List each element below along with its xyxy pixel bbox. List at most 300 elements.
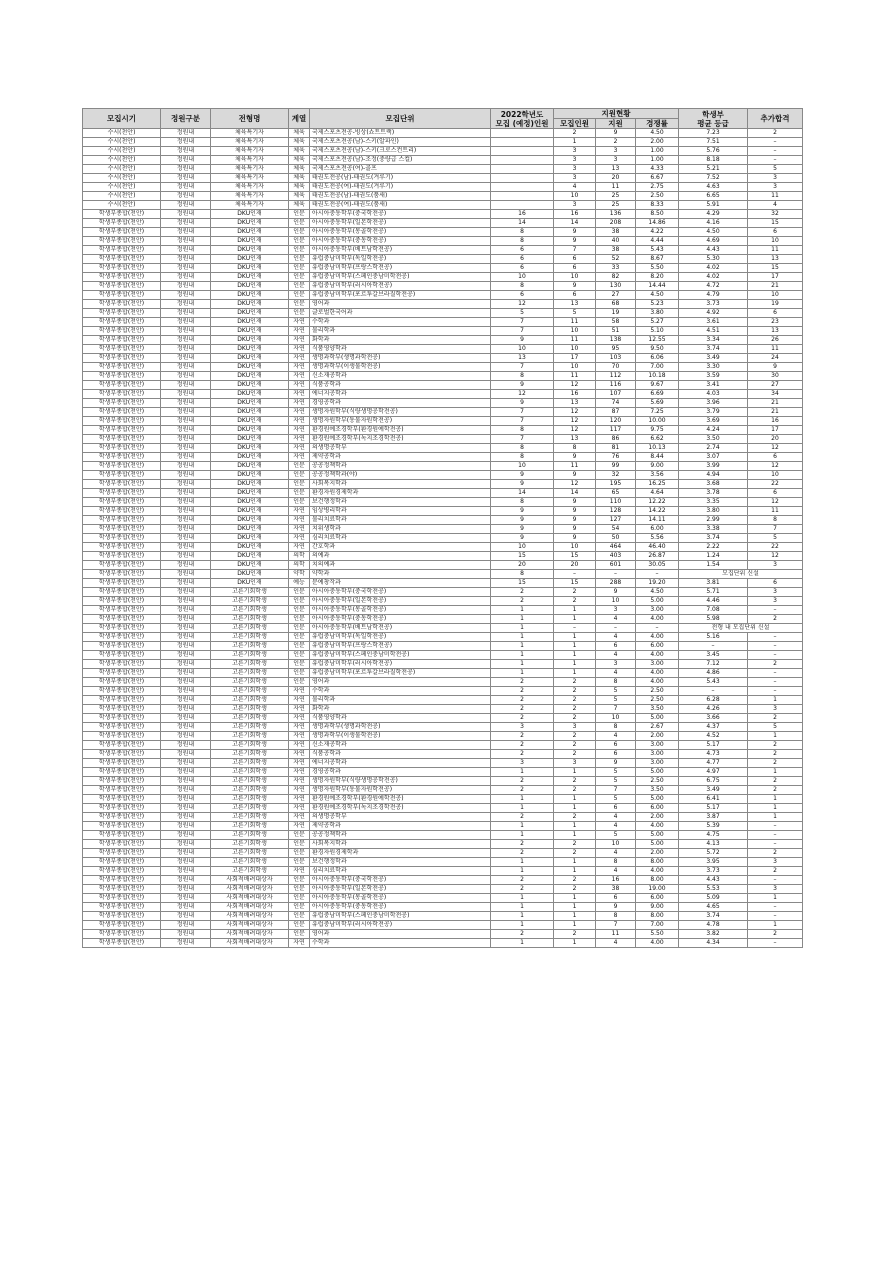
cell-grade: 5.43 [679,678,748,687]
cell-ratio: 3.80 [636,309,679,318]
cell-quota: 정원내 [161,822,211,831]
table-row [83,147,803,156]
table-row [83,813,803,822]
cell-grade: 7.23 [679,129,748,138]
cell-ratio: – [636,624,679,633]
cell-grade: 7.51 [679,138,748,147]
cell-type: DKU인재 [211,318,289,327]
cell-plan: 2 [491,732,554,741]
cell-extra: – [748,903,803,912]
cell-type: DKU인재 [211,453,289,462]
cell-grade: 3.35 [679,498,748,507]
cell-recruit: 1 [554,615,596,624]
cell-unit: 생명자원학부(식량생명공학전공) [310,408,491,417]
cell-field: 자연 [289,543,310,552]
cell-field: 인문 [289,273,310,282]
cell-grade: 2.99 [679,516,748,525]
table-row [83,246,803,255]
cell-type: DKU인재 [211,381,289,390]
cell-quota: 정원내 [161,462,211,471]
cell-field: 인문 [289,597,310,606]
cell-quota: 정원내 [161,921,211,930]
cell-ratio: 6.06 [636,354,679,363]
cell-unit: 치위생학과 [310,525,491,534]
cell-recruit: 1 [554,660,596,669]
cell-type: DKU인재 [211,399,289,408]
cell-grade: 3.41 [679,381,748,390]
cell-quota: 정원내 [161,714,211,723]
cell-field: 자연 [289,381,310,390]
cell-extra: 2 [748,759,803,768]
cell-ratio: 19.20 [636,579,679,588]
cell-period: 학생부종합(천안) [83,291,161,300]
cell-field: 자연 [289,534,310,543]
cell-recruit: 14 [554,219,596,228]
cell-unit: 환경원예조경학부(환경원예학전공) [310,795,491,804]
cell-ratio: 2.75 [636,183,679,192]
cell-quota: 정원내 [161,885,211,894]
cell-unit: 아시아중동학부(중동학전공) [310,237,491,246]
cell-period: 학생부종합(천안) [83,705,161,714]
cell-quota: 정원내 [161,300,211,309]
cell-type: DKU인재 [211,219,289,228]
cell-period: 수시(천안) [83,147,161,156]
cell-period: 학생부종합(천안) [83,624,161,633]
table-row [83,282,803,291]
cell-grade: 3.73 [679,867,748,876]
cell-ratio: 2.50 [636,192,679,201]
cell-unit: 아시아중동학부(중국학전공) [310,588,491,597]
cell-type: DKU인재 [211,345,289,354]
cell-plan: 9 [491,381,554,390]
cell-grade: 전형 내 모집단위 신설 [679,624,803,633]
cell-unit: 신소재공학과 [310,741,491,750]
cell-applicants: 27 [596,291,636,300]
cell-period: 학생부종합(천안) [83,318,161,327]
cell-plan: 8 [491,282,554,291]
cell-quota: 정원내 [161,255,211,264]
cell-applicants: 403 [596,552,636,561]
cell-applicants: 5 [596,777,636,786]
cell-period: 수시(천안) [83,138,161,147]
cell-unit: 경영공학과 [310,399,491,408]
table-row [83,660,803,669]
cell-quota: 정원내 [161,246,211,255]
cell-ratio: 30.05 [636,561,679,570]
cell-plan: 1 [491,795,554,804]
table-row [83,588,803,597]
cell-applicants: 4 [596,669,636,678]
cell-quota: 정원내 [161,912,211,921]
cell-extra: 22 [748,543,803,552]
cell-quota: 정원내 [161,426,211,435]
cell-applicants: 50 [596,534,636,543]
table-row [83,579,803,588]
table-row [83,381,803,390]
cell-ratio: 3.56 [636,471,679,480]
cell-ratio: 2.00 [636,138,679,147]
cell-recruit: 2 [554,732,596,741]
cell-plan: 6 [491,264,554,273]
cell-quota: 정원내 [161,327,211,336]
cell-recruit: 2 [554,876,596,885]
cell-ratio: 2.50 [636,777,679,786]
cell-quota: 정원내 [161,471,211,480]
cell-plan: 7 [491,327,554,336]
cell-quota: 정원내 [161,165,211,174]
table-row [83,759,803,768]
cell-plan: 6 [491,255,554,264]
table-row [83,822,803,831]
cell-recruit: 1 [554,651,596,660]
cell-extra: 1 [748,795,803,804]
cell-unit: 의예과 [310,552,491,561]
cell-extra: 19 [748,300,803,309]
table-row [83,912,803,921]
cell-quota: 정원내 [161,552,211,561]
table-row [83,336,803,345]
cell-recruit: 10 [554,327,596,336]
cell-recruit: 16 [554,210,596,219]
table-row [83,480,803,489]
cell-quota: 정원내 [161,273,211,282]
cell-applicants: – [596,570,636,579]
cell-recruit: 2 [554,930,596,939]
cell-extra: 3 [748,561,803,570]
cell-field: 인문 [289,651,310,660]
cell-applicants: 10 [596,597,636,606]
cell-extra: 12 [748,552,803,561]
cell-grade: 3.74 [679,345,748,354]
cell-extra: 11 [748,246,803,255]
cell-extra: 1 [748,696,803,705]
cell-type: 고른기회학생 [211,597,289,606]
cell-quota: 정원내 [161,399,211,408]
cell-quota: 정원내 [161,156,211,165]
cell-unit: 약학과 [310,570,491,579]
cell-plan [491,201,554,210]
cell-applicants: 4 [596,813,636,822]
cell-period: 학생부종합(천안) [83,345,161,354]
table-row [83,219,803,228]
table-row [83,678,803,687]
cell-unit: 물리치료학과 [310,516,491,525]
cell-period: 학생부종합(천안) [83,651,161,660]
cell-plan [491,192,554,201]
cell-applicants: 65 [596,489,636,498]
cell-plan: 10 [491,462,554,471]
table-row [83,453,803,462]
cell-quota: 정원내 [161,903,211,912]
cell-applicants: 116 [596,381,636,390]
cell-ratio: 4.00 [636,678,679,687]
cell-grade: 3.45 [679,651,748,660]
cell-plan: 1 [491,912,554,921]
table-row [83,489,803,498]
cell-recruit: 1 [554,858,596,867]
cell-applicants: 8 [596,912,636,921]
cell-plan: 1 [491,894,554,903]
cell-quota: 정원내 [161,768,211,777]
table-row [83,930,803,939]
cell-grade: 3.80 [679,507,748,516]
cell-applicants: 6 [596,741,636,750]
cell-extra: 34 [748,390,803,399]
cell-type: DKU인재 [211,354,289,363]
cell-field: 체육 [289,201,310,210]
cell-plan: 2 [491,849,554,858]
cell-plan: 1 [491,921,554,930]
cell-plan: 2 [491,777,554,786]
cell-plan: 3 [491,759,554,768]
cell-applicants: – [596,624,636,633]
cell-period: 학생부종합(천안) [83,660,161,669]
cell-plan: 20 [491,561,554,570]
cell-field: 의학 [289,552,310,561]
table-row [83,552,803,561]
cell-ratio: 5.50 [636,930,679,939]
cell-quota: 정원내 [161,939,211,948]
cell-recruit: 1 [554,138,596,147]
cell-extra: 15 [748,219,803,228]
table-row [83,372,803,381]
cell-grade: 8.18 [679,156,748,165]
cell-extra: – [748,156,803,165]
cell-type: DKU인재 [211,390,289,399]
cell-ratio: 7.00 [636,921,679,930]
cell-unit: 유럽중남미학부(포르투갈브라질학전공) [310,669,491,678]
cell-plan: 3 [491,723,554,732]
cell-plan: 2 [491,588,554,597]
cell-extra: 12 [748,498,803,507]
cell-quota: 정원내 [161,615,211,624]
cell-unit: 환경원예조경학부(환경원예학전공) [310,426,491,435]
cell-extra: 10 [748,237,803,246]
cell-quota: 정원내 [161,570,211,579]
cell-applicants: 38 [596,228,636,237]
table-row [83,129,803,138]
cell-plan: 2 [491,930,554,939]
cell-applicants: 10 [596,840,636,849]
cell-plan: 16 [491,210,554,219]
table-row [83,885,803,894]
cell-field: 자연 [289,435,310,444]
table-row [83,462,803,471]
cell-grade: 3.79 [679,408,748,417]
cell-field: 인문 [289,660,310,669]
cell-ratio: 3.50 [636,705,679,714]
cell-quota: 정원내 [161,237,211,246]
cell-plan: 8 [491,228,554,237]
cell-quota: 정원내 [161,489,211,498]
table-row [83,165,803,174]
cell-period: 학생부종합(천안) [83,615,161,624]
cell-field: 자연 [289,516,310,525]
cell-type: DKU인재 [211,426,289,435]
cell-grade: 6.28 [679,696,748,705]
cell-plan: 9 [491,516,554,525]
cell-field: 인문 [289,633,310,642]
cell-extra: 5 [748,165,803,174]
cell-grade: 5.30 [679,255,748,264]
cell-unit: 식품공학과 [310,750,491,759]
cell-ratio: 5.00 [636,795,679,804]
cell-unit: 국제스포츠전공(남)-스키(알파인) [310,138,491,147]
cell-field: 자연 [289,786,310,795]
cell-quota: 정원내 [161,606,211,615]
cell-grade: 6.65 [679,192,748,201]
cell-field: 인문 [289,219,310,228]
cell-quota: 정원내 [161,813,211,822]
cell-period: 학생부종합(천안) [83,552,161,561]
table-row [83,804,803,813]
cell-quota: 정원내 [161,732,211,741]
cell-unit: 유럽중남미학부(러시아학전공) [310,282,491,291]
cell-field: 자연 [289,318,310,327]
cell-ratio: 10.13 [636,444,679,453]
cell-period: 학생부종합(천안) [83,885,161,894]
cell-ratio: 8.00 [636,858,679,867]
table-row [83,273,803,282]
cell-field: 자연 [289,795,310,804]
cell-field: 자연 [289,363,310,372]
cell-applicants: 9 [596,588,636,597]
cell-applicants: 32 [596,471,636,480]
cell-quota: 정원내 [161,624,211,633]
cell-type: 고른기회학생 [211,849,289,858]
cell-unit: 아시아중동학부(중동학전공) [310,615,491,624]
cell-grade: 4.26 [679,705,748,714]
cell-plan: 1 [491,768,554,777]
table-row [83,849,803,858]
cell-field: 자연 [289,696,310,705]
cell-recruit: 10 [554,192,596,201]
cell-applicants: 25 [596,192,636,201]
cell-recruit: 7 [554,246,596,255]
cell-plan: 7 [491,435,554,444]
cell-applicants: 3 [596,147,636,156]
cell-unit: 공공정책학과(야) [310,471,491,480]
cell-unit: 태권도전공(남)-태권도(품새) [310,192,491,201]
cell-extra: 1 [748,813,803,822]
cell-applicants: 117 [596,426,636,435]
cell-plan: 14 [491,489,554,498]
cell-grade: 7.12 [679,660,748,669]
cell-ratio: 3.00 [636,606,679,615]
cell-period: 학생부종합(천안) [83,894,161,903]
cell-extra: 6 [748,579,803,588]
cell-ratio: 4.50 [636,291,679,300]
cell-recruit: 12 [554,381,596,390]
cell-recruit: 9 [554,282,596,291]
cell-extra: 6 [748,453,803,462]
cell-ratio: 8.44 [636,453,679,462]
cell-applicants: 5 [596,768,636,777]
cell-field: 인문 [289,669,310,678]
cell-field: 자연 [289,327,310,336]
admission-results-sheet [82,108,802,948]
cell-ratio: 8.33 [636,201,679,210]
cell-ratio: 5.00 [636,831,679,840]
cell-ratio: 4.00 [636,867,679,876]
cell-recruit: 1 [554,768,596,777]
table-row [83,921,803,930]
cell-type: 사회적배려대상자 [211,885,289,894]
cell-type: DKU인재 [211,264,289,273]
cell-plan: 6 [491,246,554,255]
cell-period: 학생부종합(천안) [83,867,161,876]
admission-results-table [82,108,803,948]
cell-recruit: 9 [554,498,596,507]
cell-unit: 국제스포츠전공(남)-조정(중량급 스컬) [310,156,491,165]
cell-recruit: – [554,624,596,633]
cell-extra: 6 [748,309,803,318]
cell-ratio: 5.50 [636,264,679,273]
table-row [83,939,803,948]
cell-period: 학생부종합(천안) [83,255,161,264]
cell-period: 학생부종합(천안) [83,210,161,219]
cell-unit: 유럽중남미학부(스페인중남미학전공) [310,912,491,921]
cell-type: DKU인재 [211,300,289,309]
cell-ratio: 9.67 [636,381,679,390]
cell-unit: 유럽중남미학부(러시아학전공) [310,921,491,930]
cell-field: 인문 [289,930,310,939]
cell-quota: 정원내 [161,309,211,318]
cell-field: 인문 [289,840,310,849]
cell-recruit: 9 [554,453,596,462]
cell-recruit: 1 [554,831,596,840]
cell-field: 인문 [289,255,310,264]
cell-extra: 21 [748,282,803,291]
cell-quota: 정원내 [161,894,211,903]
cell-quota: 정원내 [161,381,211,390]
cell-recruit: 1 [554,921,596,930]
cell-plan: 2 [491,678,554,687]
cell-plan: 2 [491,705,554,714]
table-row [83,543,803,552]
cell-field: 약학 [289,570,310,579]
cell-field: 인문 [289,228,310,237]
cell-period: 학생부종합(천안) [83,696,161,705]
cell-extra: 9 [748,363,803,372]
cell-plan: 1 [491,831,554,840]
cell-ratio: 12.22 [636,498,679,507]
cell-field: 자연 [289,741,310,750]
cell-unit: 화학과 [310,336,491,345]
cell-type: 고른기회학생 [211,858,289,867]
cell-unit: 생명자원학부(동물자원학전공) [310,417,491,426]
cell-applicants: 5 [596,687,636,696]
cell-plan: 8 [491,444,554,453]
cell-unit: 수학과 [310,939,491,948]
cell-applicants: 2 [596,138,636,147]
cell-extra: 2 [748,750,803,759]
cell-type: DKU인재 [211,363,289,372]
cell-extra: 2 [748,867,803,876]
cell-extra: – [748,678,803,687]
cell-unit: 생명과학부(이생물학전공) [310,732,491,741]
header-grade [679,109,748,129]
cell-type: 고른기회학생 [211,813,289,822]
cell-extra: 2 [748,129,803,138]
cell-recruit: 11 [554,336,596,345]
cell-extra: 24 [748,354,803,363]
cell-quota: 정원내 [161,705,211,714]
cell-applicants: 5 [596,831,636,840]
cell-unit: 아시아중동학부(몽골학전공) [310,894,491,903]
cell-quota: 정원내 [161,129,211,138]
cell-field: 자연 [289,417,310,426]
